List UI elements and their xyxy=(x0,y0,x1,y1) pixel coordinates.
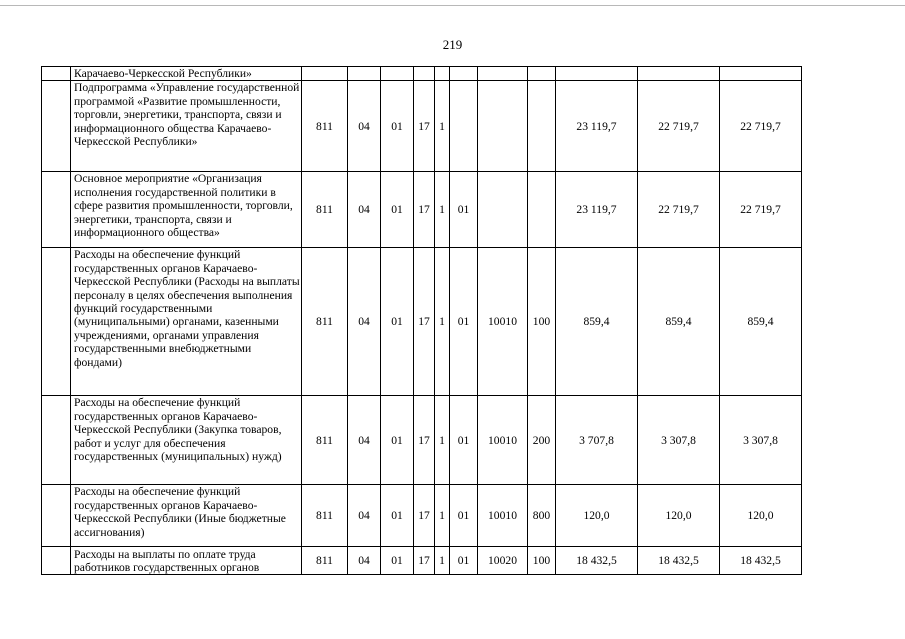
amount-year-2: 22 719,7 xyxy=(638,81,720,172)
row-name: Карачаево-Черкесской Республики» xyxy=(71,67,302,81)
activity-code xyxy=(450,67,478,81)
section-code: 04 xyxy=(348,396,381,485)
amount-year-1: 18 432,5 xyxy=(556,547,638,575)
activity-code: 01 xyxy=(450,547,478,575)
direction-code: 10010 xyxy=(478,485,528,547)
direction-code: 10010 xyxy=(478,248,528,396)
subprogram-code: 1 xyxy=(435,485,450,547)
section-code: 04 xyxy=(348,248,381,396)
expense-type-code xyxy=(528,67,556,81)
amount-year-1: 23 119,7 xyxy=(556,172,638,248)
row-index-cell xyxy=(42,485,71,547)
amount-year-2: 22 719,7 xyxy=(638,172,720,248)
amount-year-3: 22 719,7 xyxy=(720,172,802,248)
expense-type-code xyxy=(528,172,556,248)
subsection-code: 01 xyxy=(381,172,414,248)
subprogram-code: 1 xyxy=(435,547,450,575)
row-name: Расходы на обеспечение функций государственных органов Карачаево-Черкесской Республики (Расходы на выплаты персоналу в целях обеспечения выполнения функций государственными (муниципальными) органами, казенными учреждениями, органами управления государственными внебюджетными фондами) xyxy=(71,248,302,396)
table-row xyxy=(42,547,802,575)
subprogram-code: 1 xyxy=(435,248,450,396)
program-code: 17 xyxy=(414,396,435,485)
amount-year-1: 3 707,8 xyxy=(556,396,638,485)
table-row xyxy=(42,396,802,485)
amount-year-1: 859,4 xyxy=(556,248,638,396)
subprogram-code xyxy=(435,67,450,81)
row-index-cell xyxy=(42,172,71,248)
expense-type-code: 800 xyxy=(528,485,556,547)
row-index-cell xyxy=(42,248,71,396)
subprogram-code: 1 xyxy=(435,81,450,172)
budget-table xyxy=(41,66,802,575)
ministry-code: 811 xyxy=(302,81,348,172)
row-name: Основное мероприятие «Организация исполнения государственной политики в сфере развития промышленности, торговли, энергетики, транспорта, связи и информационного общества» xyxy=(71,172,302,248)
section-code: 04 xyxy=(348,485,381,547)
subsection-code: 01 xyxy=(381,248,414,396)
ministry-code: 811 xyxy=(302,396,348,485)
expense-type-code: 200 xyxy=(528,396,556,485)
amount-year-1: 23 119,7 xyxy=(556,81,638,172)
direction-code xyxy=(478,172,528,248)
row-index-cell xyxy=(42,81,71,172)
subsection-code: 01 xyxy=(381,485,414,547)
amount-year-2: 3 307,8 xyxy=(638,396,720,485)
section-code: 04 xyxy=(348,547,381,575)
program-code: 17 xyxy=(414,248,435,396)
amount-year-3 xyxy=(720,67,802,81)
section-code xyxy=(348,67,381,81)
row-index-cell xyxy=(42,67,71,81)
ministry-code: 811 xyxy=(302,172,348,248)
ministry-code: 811 xyxy=(302,485,348,547)
amount-year-2: 859,4 xyxy=(638,248,720,396)
subsection-code: 01 xyxy=(381,81,414,172)
table-row xyxy=(42,81,802,172)
amount-year-3: 859,4 xyxy=(720,248,802,396)
subprogram-code: 1 xyxy=(435,172,450,248)
table-row xyxy=(42,248,802,396)
amount-year-3: 120,0 xyxy=(720,485,802,547)
direction-code: 10010 xyxy=(478,396,528,485)
activity-code: 01 xyxy=(450,396,478,485)
expense-type-code: 100 xyxy=(528,248,556,396)
subprogram-code: 1 xyxy=(435,396,450,485)
row-index-cell xyxy=(42,547,71,575)
expense-type-code xyxy=(528,81,556,172)
amount-year-2: 18 432,5 xyxy=(638,547,720,575)
page-number: 219 xyxy=(442,37,463,52)
row-name: Подпрограмма «Управление государственной программой «Развитие промышленности, торговли, энергетики, транспорта, связи и информационного общества Карачаево-Черкесской Республики» xyxy=(71,81,302,172)
ministry-code: 811 xyxy=(302,248,348,396)
row-name: Расходы на выплаты по оплате труда работников государственных органов xyxy=(71,547,302,575)
table-row xyxy=(42,172,802,248)
program-code: 17 xyxy=(414,172,435,248)
amount-year-2 xyxy=(638,67,720,81)
activity-code: 01 xyxy=(450,172,478,248)
ministry-code xyxy=(302,67,348,81)
amount-year-1: 120,0 xyxy=(556,485,638,547)
program-code: 17 xyxy=(414,547,435,575)
direction-code xyxy=(478,81,528,172)
activity-code xyxy=(450,81,478,172)
table-row xyxy=(42,67,802,81)
program-code: 17 xyxy=(414,81,435,172)
table-row xyxy=(42,485,802,547)
amount-year-3: 3 307,8 xyxy=(720,396,802,485)
row-name: Расходы на обеспечение функций государственных органов Карачаево-Черкесской Республики (Закупка товаров, работ и услуг для обеспечения государственных (муниципальных) нужд) xyxy=(71,396,302,485)
activity-code: 01 xyxy=(450,248,478,396)
amount-year-3: 22 719,7 xyxy=(720,81,802,172)
subsection-code: 01 xyxy=(381,547,414,575)
activity-code: 01 xyxy=(450,485,478,547)
amount-year-1 xyxy=(556,67,638,81)
row-name: Расходы на обеспечение функций государственных органов Карачаево-Черкесской Республики (Иные бюджетные ассигнования) xyxy=(71,485,302,547)
ministry-code: 811 xyxy=(302,547,348,575)
amount-year-2: 120,0 xyxy=(638,485,720,547)
section-code: 04 xyxy=(348,81,381,172)
direction-code: 10020 xyxy=(478,547,528,575)
amount-year-3: 18 432,5 xyxy=(720,547,802,575)
subsection-code xyxy=(381,67,414,81)
subsection-code: 01 xyxy=(381,396,414,485)
section-code: 04 xyxy=(348,172,381,248)
direction-code xyxy=(478,67,528,81)
program-code xyxy=(414,67,435,81)
expense-type-code: 100 xyxy=(528,547,556,575)
row-index-cell xyxy=(42,396,71,485)
top-rule xyxy=(0,5,905,6)
program-code: 17 xyxy=(414,485,435,547)
